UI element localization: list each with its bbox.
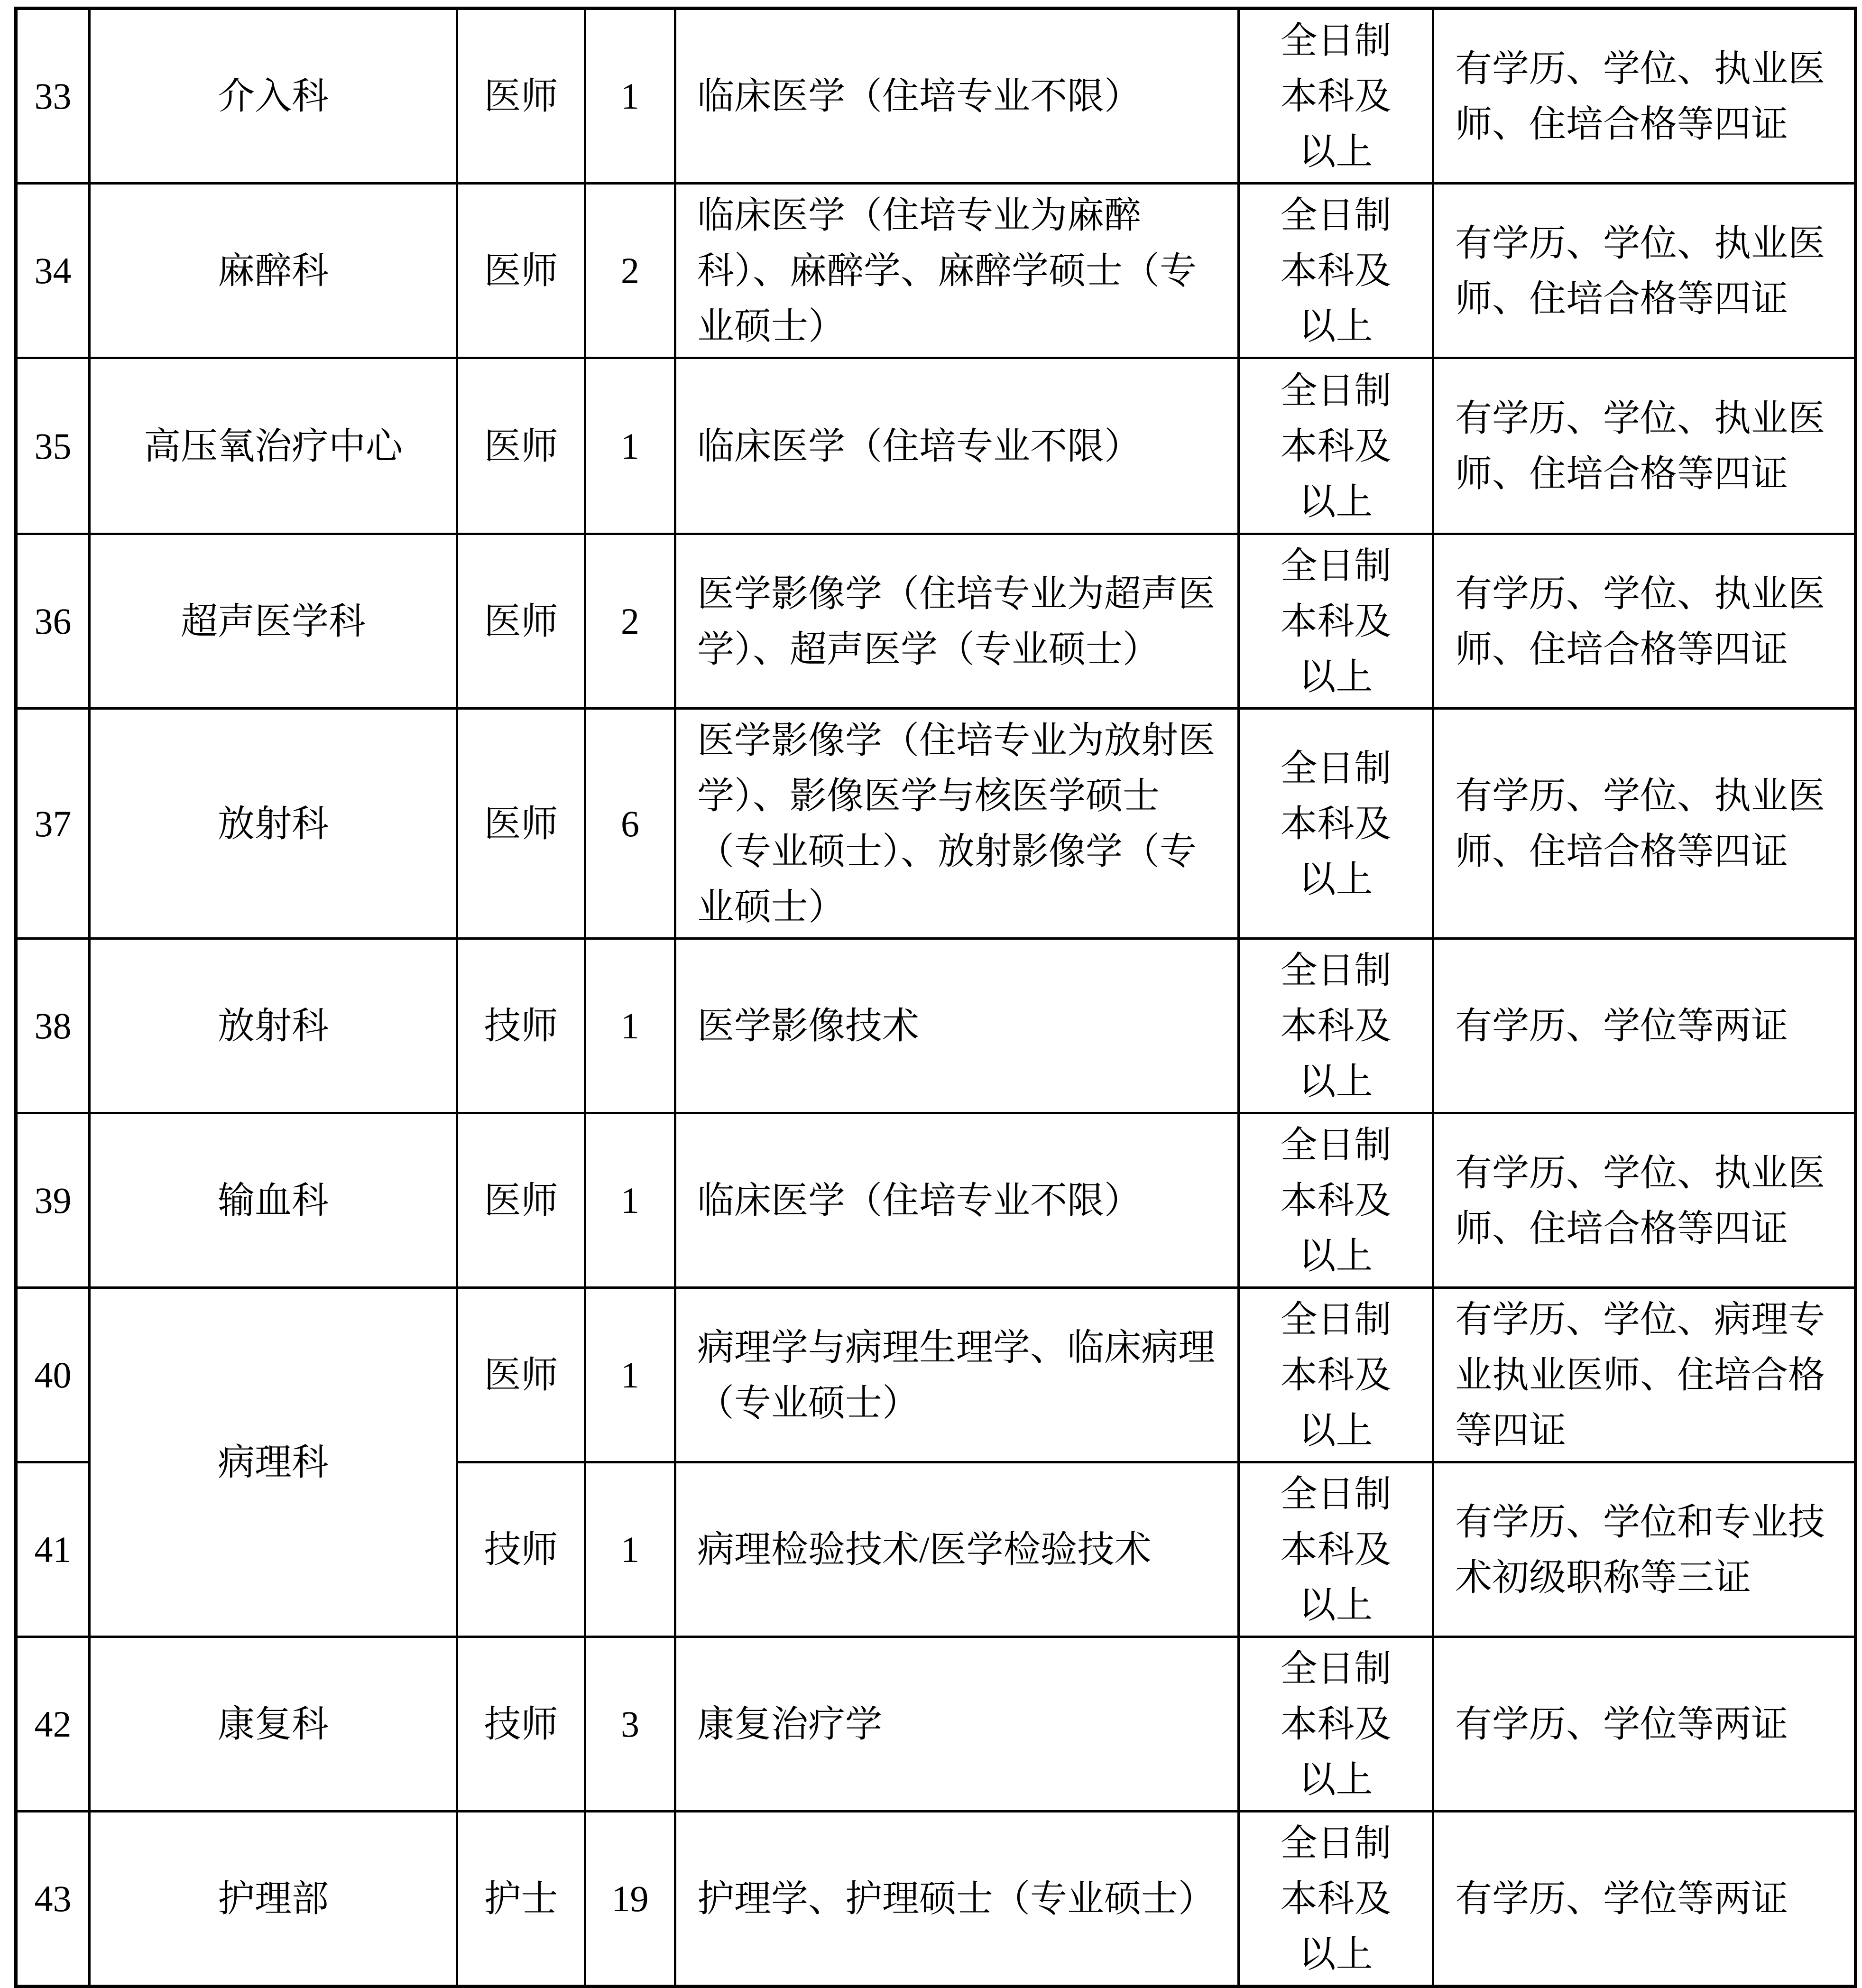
cell-education: 全日制本科及以上 [1239,939,1433,1113]
cell-major: 医学影像学（住培专业为超声医学）、超声医学（专业硕士） [675,534,1239,709]
cell-certificates: 有学历、学位和专业技术初级职称等三证 [1433,1462,1856,1637]
cell-count: 2 [585,184,675,358]
cell-count: 6 [585,709,675,939]
cell-education: 全日制本科及以上 [1239,1462,1433,1637]
cell-education: 全日制本科及以上 [1239,1637,1433,1812]
cell-count: 1 [585,9,675,184]
cell-department: 高压氧治疗中心 [90,358,457,534]
cell-certificates: 有学历、学位、执业医师、住培合格等四证 [1433,184,1856,358]
cell-major: 临床医学（住培专业不限） [675,1113,1239,1288]
cell-no: 33 [16,9,90,184]
table-row [16,9,1856,184]
recruitment-table-container [14,7,1857,1988]
recruitment-table [14,7,1857,1988]
cell-major: 临床医学（住培专业不限） [675,358,1239,534]
cell-no: 43 [16,1812,90,1987]
table-row [16,184,1856,358]
cell-position: 医师 [457,534,585,709]
cell-department: 麻醉科 [90,184,457,358]
cell-position: 技师 [457,1462,585,1637]
cell-department-merged: 病理科 [90,1288,457,1637]
cell-department: 康复科 [90,1637,457,1812]
cell-certificates: 有学历、学位、执业医师、住培合格等四证 [1433,709,1856,939]
cell-position: 技师 [457,939,585,1113]
table-row [16,358,1856,534]
cell-position: 医师 [457,184,585,358]
cell-count: 1 [585,1288,675,1462]
cell-no: 37 [16,709,90,939]
cell-position: 护士 [457,1812,585,1987]
cell-position: 医师 [457,358,585,534]
cell-certificates: 有学历、学位、执业医师、住培合格等四证 [1433,534,1856,709]
cell-education: 全日制本科及以上 [1239,358,1433,534]
cell-no: 40 [16,1288,90,1462]
cell-no: 36 [16,534,90,709]
cell-education: 全日制本科及以上 [1239,1812,1433,1987]
cell-major: 医学影像学（住培专业为放射医学）、影像医学与核医学硕士（专业硕士）、放射影像学（专业硕士） [675,709,1239,939]
cell-education: 全日制本科及以上 [1239,709,1433,939]
cell-count: 1 [585,358,675,534]
cell-position: 医师 [457,1288,585,1462]
table-row [16,1812,1856,1987]
cell-count: 1 [585,939,675,1113]
cell-education: 全日制本科及以上 [1239,1288,1433,1462]
cell-major: 医学影像技术 [675,939,1239,1113]
cell-no: 38 [16,939,90,1113]
cell-department: 护理部 [90,1812,457,1987]
cell-certificates: 有学历、学位等两证 [1433,1637,1856,1812]
cell-education: 全日制本科及以上 [1239,534,1433,709]
cell-department: 超声医学科 [90,534,457,709]
cell-count: 1 [585,1462,675,1637]
cell-education: 全日制本科及以上 [1239,1113,1433,1288]
cell-certificates: 有学历、学位等两证 [1433,1812,1856,1987]
table-row [16,1288,1856,1462]
table-row [16,709,1856,939]
table-row [16,1113,1856,1288]
table-row [16,939,1856,1113]
cell-department: 放射科 [90,709,457,939]
cell-major: 康复治疗学 [675,1637,1239,1812]
cell-education: 全日制本科及以上 [1239,184,1433,358]
cell-no: 41 [16,1462,90,1637]
table-row [16,1637,1856,1812]
cell-position: 医师 [457,1113,585,1288]
cell-position: 医师 [457,709,585,939]
cell-major: 临床医学（住培专业不限） [675,9,1239,184]
table-row [16,534,1856,709]
cell-certificates: 有学历、学位、执业医师、住培合格等四证 [1433,1113,1856,1288]
cell-department: 介入科 [90,9,457,184]
cell-position: 医师 [457,9,585,184]
cell-major: 护理学、护理硕士（专业硕士） [675,1812,1239,1987]
cell-no: 34 [16,184,90,358]
cell-certificates: 有学历、学位、病理专业执业医师、住培合格等四证 [1433,1288,1856,1462]
cell-major: 病理学与病理生理学、临床病理（专业硕士） [675,1288,1239,1462]
cell-major: 临床医学（住培专业为麻醉科）、麻醉学、麻醉学硕士（专业硕士） [675,184,1239,358]
cell-position: 技师 [457,1637,585,1812]
cell-certificates: 有学历、学位、执业医师、住培合格等四证 [1433,358,1856,534]
cell-certificates: 有学历、学位、执业医师、住培合格等四证 [1433,9,1856,184]
cell-education: 全日制本科及以上 [1239,9,1433,184]
cell-count: 3 [585,1637,675,1812]
cell-no: 35 [16,358,90,534]
cell-department: 输血科 [90,1113,457,1288]
cell-count: 1 [585,1113,675,1288]
cell-certificates: 有学历、学位等两证 [1433,939,1856,1113]
cell-major: 病理检验技术/医学检验技术 [675,1462,1239,1637]
cell-department: 放射科 [90,939,457,1113]
cell-count: 19 [585,1812,675,1987]
cell-no: 39 [16,1113,90,1288]
cell-no: 42 [16,1637,90,1812]
cell-count: 2 [585,534,675,709]
